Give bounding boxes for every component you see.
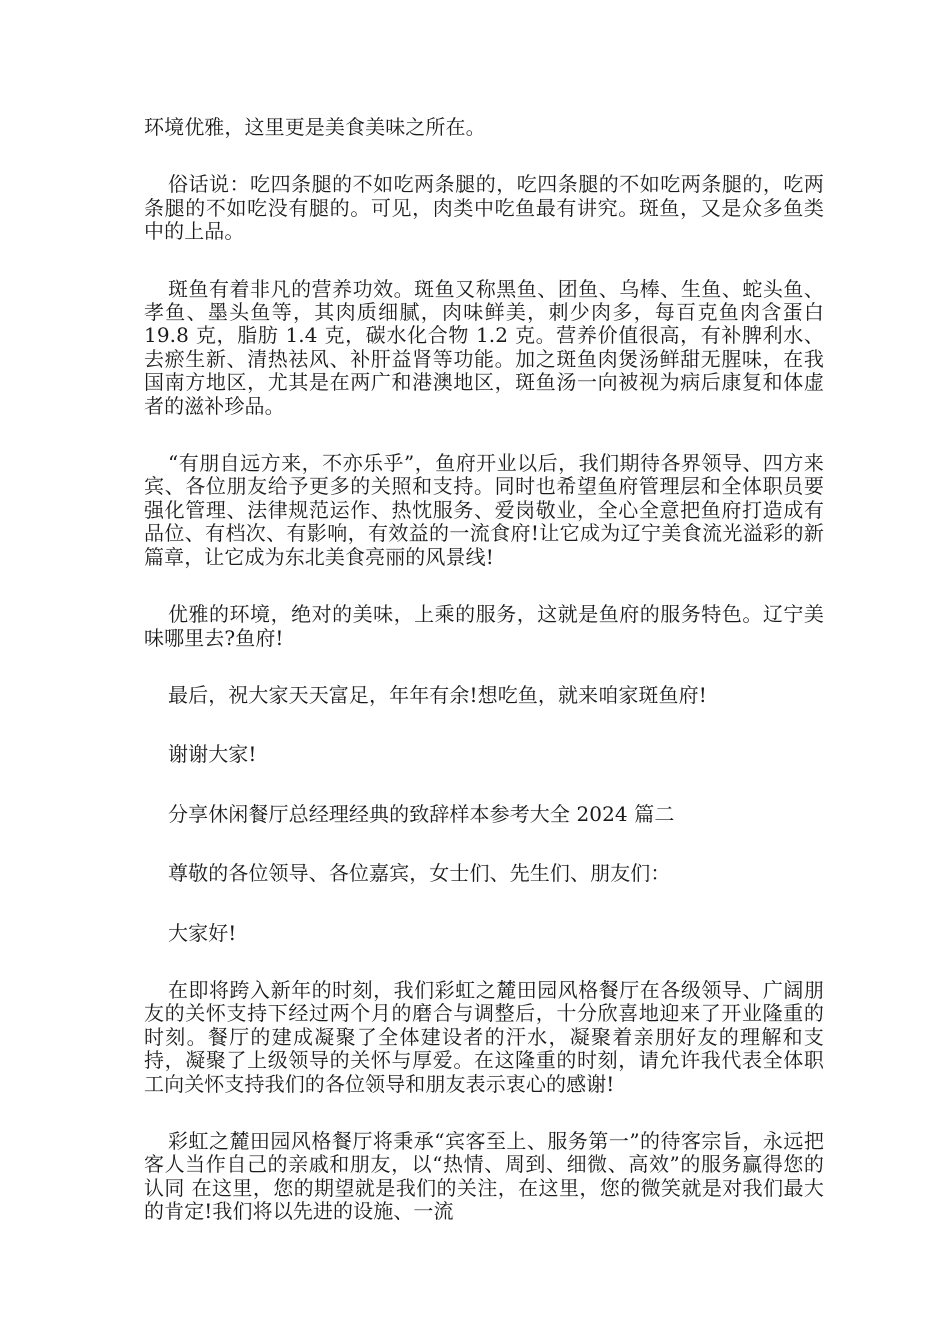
paragraph-service-tenet: 彩虹之麓田园风格餐厅将秉承“宾客至上、服务第一”的待客宗旨，永远把客人当作自己的亲戚和朋友，以“热情、周到、细微、高效”的服务赢得您的认同 在这里，您的期望就是我们的关注，在这里，您的微笑就是对我们最大的肯定!我们将以先进的设施、一流 [144,1128,824,1224]
document-body [144,116,824,1224]
paragraph-proverb: 俗话说：吃四条腿的不如吃两条腿的，吃四条腿的不如吃两条腿的，吃两条腿的不如吃没有腿的。可见，肉类中吃鱼最有讲究。斑鱼，又是众多鱼类中的上品。 [144,172,824,244]
paragraph-intro-continuation: 环境优雅，这里更是美食美味之所在。 [144,115,486,139]
paragraph-spacer [144,139,824,173]
paragraph-spacer [144,569,824,603]
paragraph-spacer [144,418,824,452]
paragraph-spacer [144,650,824,684]
paragraph-welcome-guests: “有朋自远方来，不亦乐乎”，鱼府开业以后，我们期待各界领导、四方来宾、各位朋友给予更多的关照和支持。同时也希望鱼府管理层和全体职员要强化管理、法律规范运作、热忱服务、爱岗敬业，全心全意把鱼府打造成有品位、有档次、有影响，有效益的一流食府!让它成为辽宁美食流光溢彩的新篇章，让它成为东北美食亮丽的风景线! [144,451,824,569]
paragraph-nutrition: 斑鱼有着非凡的营养功效。斑鱼又称黑鱼、团鱼、乌棒、生鱼、蛇头鱼、孝鱼、墨头鱼等，其肉质细腻，肉味鲜美，刺少肉多，每百克鱼肉含蛋白 19.8 克，脂肪 1.4 克，碳水化合物 1.2 克。营养价值很高，有补脾利水、去瘀生新、清热祛风、补肝益肾等功能。加之斑鱼肉煲汤鲜甜无腥味，在我国南方地区，尤其是在两广和港澳地区，斑鱼汤一向被视为病后康复和体虚者的滋补珍品。 [144,276,824,418]
paragraph-spacer [144,767,824,803]
paragraph-spacer [144,886,824,922]
paragraph-opening-speech: 在即将跨入新年的时刻，我们彩虹之麓田园风格餐厅在各级领导、广阔朋友的关怀支持下经过两个月的磨合与调整后，十分欣喜地迎来了开业隆重的时刻。餐厅的建成凝聚了全体建设者的汗水，凝聚着亲朋好友的理解和支持，凝聚了上级领导的关怀与厚爱。在这隆重的时刻，请允许我代表全体职工向关怀支持我们的各位领导和朋友表示衷心的感谢! [144,977,824,1096]
paragraph-thanks: 谢谢大家! [168,742,257,767]
paragraph-spacer [144,826,824,862]
paragraph-spacer [144,945,824,979]
paragraph-spacer [144,707,824,743]
paragraph-service-feature: 优雅的环境，绝对的美味，上乘的服务，这就是鱼府的服务特色。辽宁美味哪里去?鱼府! [144,602,824,650]
paragraph-spacer [144,244,824,278]
paragraph-closing-wish: 最后，祝大家天天富足，年年有余!想吃鱼，就来咱家斑鱼府! [168,682,707,707]
paragraph-salutation: 尊敬的各位领导、各位嘉宾，女士们、先生们、朋友们： [168,861,671,886]
paragraph-greeting: 大家好! [168,920,237,945]
paragraph-spacer [144,1096,824,1130]
section-heading: 分享休闲餐厅总经理经典的致辞样本参考大全 2024 篇二 [168,801,675,826]
